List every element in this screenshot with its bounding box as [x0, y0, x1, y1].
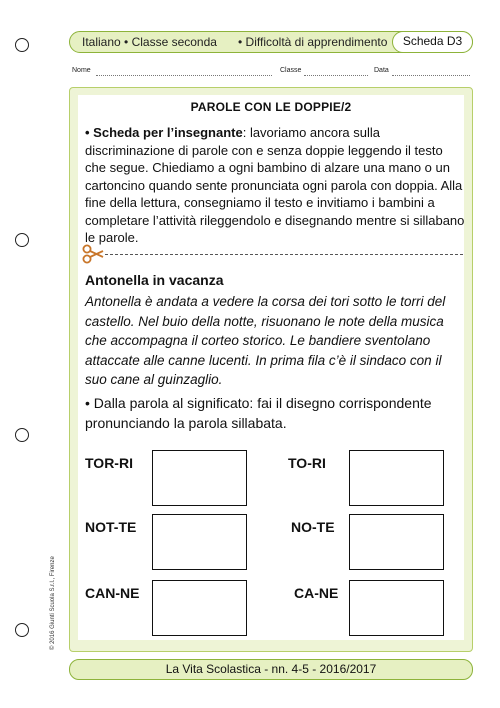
word-label: CAN-NE [85, 585, 140, 601]
task-instructions: • Dalla parola al significato: fai il disegno corrispondente pronunciando la parola sillabata. [85, 395, 432, 431]
name-field[interactable] [96, 75, 272, 76]
class-label: Classe [280, 67, 302, 74]
binder-hole [15, 38, 29, 52]
worksheet-title: PAROLE CON LE DOPPIE/2 [190, 100, 352, 114]
drawing-box[interactable] [152, 450, 247, 506]
drawing-box[interactable] [349, 514, 444, 570]
name-label: Nome [72, 67, 91, 74]
word-label: NOT-TE [85, 519, 137, 535]
drawing-box[interactable] [152, 514, 247, 570]
date-field[interactable] [392, 75, 470, 76]
class-field[interactable] [304, 75, 368, 76]
word-label: CA-NE [294, 585, 339, 601]
drawing-box[interactable] [349, 450, 444, 506]
drawing-box[interactable] [349, 580, 444, 636]
binder-hole [15, 623, 29, 637]
word-label: NO-TE [291, 519, 335, 535]
topic-label: • Difficoltà di apprendimento [238, 35, 388, 49]
teacher-instructions-heading: • Scheda per l’insegnante [85, 125, 243, 140]
sheet-tab: Scheda D3 [392, 31, 473, 53]
copyright-notice: © 2016 Giunti Scuola S.r.l., Firenze [50, 556, 56, 650]
scissors-icon [82, 244, 104, 264]
word-label: TOR-RI [85, 455, 133, 471]
story-title: Antonella in vacanza [85, 272, 224, 288]
teacher-instructions-text: : lavoriamo ancora sulla discriminazione di parole con e senza doppie leggendo il testo che segue. Chiediamo a ogni bambino di alzare una mano o un cartoncino quando sente pronunciata ogni parola con doppia. Alla fine della lettura, consegniamo il testo e invitiamo i bambini a completare l’attività rileggendolo e disegnando mentre si sillabano le parole. [85, 125, 465, 245]
drawing-box[interactable] [152, 580, 247, 636]
subject-label: Italiano • Classe seconda [82, 35, 217, 49]
story-text: Antonella è andata a vedere la corsa dei tori sotto le torri del castello. Nel buio della notte, risuonano le note della musica che accompagna il corteo storico. Le bandiere sventolano attaccate alle canne lucenti. In prima fila c’è il sindaco con il suo cane al guinzaglio. [85, 294, 446, 387]
teacher-instructions [85, 124, 465, 247]
date-label: Data [374, 67, 389, 74]
binder-hole [15, 428, 29, 442]
footer-bar: La Vita Scolastica - nn. 4-5 - 2016/2017 [69, 659, 473, 680]
cut-line [105, 254, 463, 255]
student-info-fields [72, 67, 472, 79]
binder-hole [15, 233, 29, 247]
word-label: TO-RI [288, 455, 326, 471]
